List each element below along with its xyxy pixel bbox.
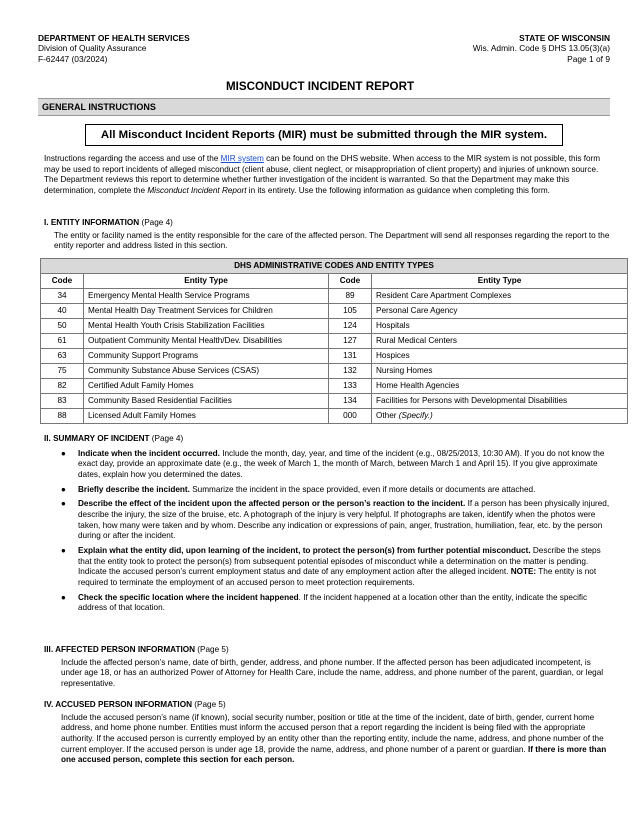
section-1-body: The entity or facility named is the entity responsible for the care of the affected person. The Department will send all responses regarding the report to the entity reporter and address listed in this section. (54, 230, 610, 251)
section-1-title: I. ENTITY INFORMATION (44, 218, 140, 227)
section-affected-person (44, 645, 610, 690)
column-header-code: Code (329, 274, 372, 289)
code-cell: 134 (329, 394, 372, 409)
table-row (41, 319, 628, 334)
section-4-body (61, 713, 610, 766)
column-header-entity-type: Entity Type (372, 274, 628, 289)
page-header (38, 33, 610, 64)
instruction-bullet-list (44, 449, 610, 614)
code-cell: 34 (41, 289, 84, 304)
entity-type-cell: Community Based Residential Facilities (84, 394, 329, 409)
code-cell: 89 (329, 289, 372, 304)
section-4-text: Include the accused person’s name (if known), social security number, position or title at the time of the incident, date of birth, gender, current home address, and home phone number. Entities must inform the accused person that a report regarding the incident is being filed with the appropriate authority. If the accused person is currently employed by an entity other than the reporting entity, include the name, address, and phone number of the current employer. If the accused person is under age 18, provide the name, address, and phone number of a parent or guardian. (61, 712, 604, 754)
code-cell: 83 (41, 394, 84, 409)
code-cell: 000 (329, 409, 372, 424)
state-name: STATE OF WISCONSIN (519, 33, 610, 43)
bullet-lead: Briefly describe the incident. (78, 484, 190, 494)
table-caption: DHS ADMINISTRATIVE CODES AND ENTITY TYPES (41, 259, 628, 274)
entity-type-cell: Community Substance Abuse Services (CSAS) (84, 364, 329, 379)
note-label: NOTE: (510, 567, 537, 577)
section-4-heading (44, 700, 610, 711)
other-specify-note: (Specify.) (398, 410, 433, 420)
bullet-icon: ● (61, 484, 66, 494)
section-1-page-ref: (Page 4) (139, 218, 173, 227)
entity-type-cell: Community Support Programs (84, 349, 329, 364)
mir-system-link[interactable]: MIR system (220, 154, 264, 163)
bullet-icon: ● (61, 448, 66, 458)
entity-codes-table (40, 258, 628, 424)
section-accused-person (44, 700, 610, 766)
intro-text-1: Instructions regarding the access and use of the (44, 154, 221, 163)
code-cell: 50 (41, 319, 84, 334)
list-item (44, 546, 610, 589)
entity-type-cell: Hospices (372, 349, 628, 364)
code-cell: 88 (41, 409, 84, 424)
bullet-lead: Describe the effect of the incident upon the affected person or the person’s reaction to the incident. (78, 499, 466, 509)
section-summary-of-incident (44, 434, 610, 618)
other-label: Other (376, 410, 399, 420)
entity-type-cell: Facilities for Persons with Developmental Disabilities (372, 394, 628, 409)
entity-type-cell: Resident Care Apartment Complexes (372, 289, 628, 304)
code-cell: 105 (329, 304, 372, 319)
list-item (44, 499, 610, 542)
bullet-text: . If the incident happened at a location other than the entity, indicate the specific address of that location. (78, 592, 588, 613)
bullet-text: Describe the steps that the entity took to protect the person(s) from subsequent potential episodes of misconduct while a determination on the matter is pending. Indicate the accused person’s current employment status and date of any employment action after the alleged incident. (78, 545, 601, 577)
header-right (473, 33, 610, 64)
column-header-code: Code (41, 274, 84, 289)
bullet-icon: ● (61, 592, 66, 602)
entity-type-cell: Mental Health Day Treatment Services for Children (84, 304, 329, 319)
entity-type-cell: Licensed Adult Family Homes (84, 409, 329, 424)
bullet-text: Summarize the incident in the space provided, even if more details or documents are attached. (189, 484, 536, 494)
entity-type-cell (372, 409, 628, 424)
section-bar-general-instructions: GENERAL INSTRUCTIONS (38, 98, 610, 116)
code-cell: 131 (329, 349, 372, 364)
section-4-title: IV. ACCUSED PERSON INFORMATION (44, 700, 192, 709)
intro-italic-form-name: Misconduct Incident Report (147, 185, 247, 195)
bullet-icon: ● (61, 545, 66, 555)
table-row (41, 409, 628, 424)
header-left (38, 33, 190, 64)
entity-type-cell: Mental Health Youth Crisis Stabilization Facilities (84, 319, 329, 334)
entity-type-cell: Certified Adult Family Homes (84, 379, 329, 394)
code-cell: 124 (329, 319, 372, 334)
bullet-icon: ● (61, 499, 66, 509)
document-title: MISCONDUCT INCIDENT REPORT (225, 80, 415, 93)
division-name: Division of Quality Assurance (38, 43, 147, 54)
entity-type-cell: Home Health Agencies (372, 379, 628, 394)
list-item (44, 593, 610, 614)
table-row (41, 379, 628, 394)
page-number: Page 1 of 9 (567, 53, 610, 64)
section-3-body: Include the affected person’s name, date of birth, gender, address, and phone number. If the affected person has been adjudicated incompetent, is under age 18, or has an authorized Power of Attorney for Health Care, include the name, address, and phone number of the parent, guardian, or legal representative. (61, 657, 604, 688)
code-cell: 40 (41, 304, 84, 319)
entity-type-cell: Nursing Homes (372, 364, 628, 379)
entity-type-cell: Outpatient Community Mental Health/Dev. Disabilities (84, 334, 329, 349)
table-row (41, 334, 628, 349)
table-row (41, 364, 628, 379)
table-row (41, 349, 628, 364)
section-1-heading (44, 218, 610, 229)
note-text: The entity is not required to terminate the employment of an accused person to meet protection requirements. (78, 567, 597, 587)
entity-type-cell: Personal Care Agency (372, 304, 628, 319)
column-header-entity-type: Entity Type (84, 274, 329, 289)
entity-type-cell: Rural Medical Centers (372, 334, 628, 349)
mir-notice-box: All Misconduct Incident Reports (MIR) must be submitted through the MIR system. (85, 124, 563, 146)
admin-code: Wis. Admin. Code § DHS 13.05(3)(a) (472, 43, 610, 54)
code-cell: 132 (329, 364, 372, 379)
section-4-page-ref: (Page 5) (192, 700, 226, 709)
intro-text-2: can be found on the DHS website. When access to the MIR system is not possible, this form may be used to report incidents of alleged misconduct (client abuse, client neglect, or misappropriation of client property) and injuries of unknown source. The Department reviews this report to determine whether further investigation of the incident is warranted. So that the Department may make this determination, complete the (44, 154, 601, 195)
bullet-lead: Check the specific location where the incident happened (78, 592, 299, 602)
list-item (44, 485, 610, 496)
bullet-text: If a person has been physically injured, describe the injury, the size of the bruise, etc. A photograph of the injury is very helpful. If photographs are taken, identify when the photos were taken, how many were taken and by whom. Describe any indication or expressions of pain, anger, frustration, humiliation, fear, etc. by the person during or after the incident. (78, 499, 610, 541)
section-2-title: II. SUMMARY OF INCIDENT (44, 434, 150, 443)
section-3-heading (44, 645, 610, 656)
entity-type-cell: Hospitals (372, 319, 628, 334)
list-item (44, 449, 610, 481)
code-cell: 133 (329, 379, 372, 394)
table-row (41, 289, 628, 304)
section-2-page-ref: (Page 4) (149, 434, 184, 443)
code-cell: 63 (41, 349, 84, 364)
bullet-text: Include the month, day, year, and time of the incident (e.g., 08/25/2013, 10:30 AM). If you do not know the exact day, provide an approximate date (e.g., the week of March 1, the month of March, between March 1 and April 15). If you give approximate dates, explain how you determined the dates. (78, 448, 605, 479)
code-cell: 82 (41, 379, 84, 394)
table-row (41, 394, 628, 409)
code-cell: 127 (329, 334, 372, 349)
code-cell: 75 (41, 364, 84, 379)
section-4-bold-note: If there is more than one accused person, complete this section for each person. (61, 744, 607, 765)
entity-type-cell: Emergency Mental Health Service Programs (84, 289, 329, 304)
bullet-lead: Explain what the entity did, upon learning of the incident, to protect the person(s) from further potential misconduct. (78, 545, 531, 555)
intro-paragraph (44, 154, 610, 197)
bullet-lead: Indicate when the incident occurred. (78, 448, 220, 458)
section-2-heading (44, 434, 610, 445)
form-number: F-62447 (03/2024) (38, 53, 108, 64)
code-cell: 61 (41, 334, 84, 349)
table-row (41, 304, 628, 319)
section-entity-information (44, 218, 610, 252)
intro-text-3: in its entirety. Use the following information as guidance when completing this form. (246, 185, 550, 195)
section-3-page-ref: (Page 5) (195, 645, 229, 654)
department-name: DEPARTMENT OF HEALTH SERVICES (38, 33, 190, 43)
section-3-title: III. AFFECTED PERSON INFORMATION (44, 645, 196, 654)
